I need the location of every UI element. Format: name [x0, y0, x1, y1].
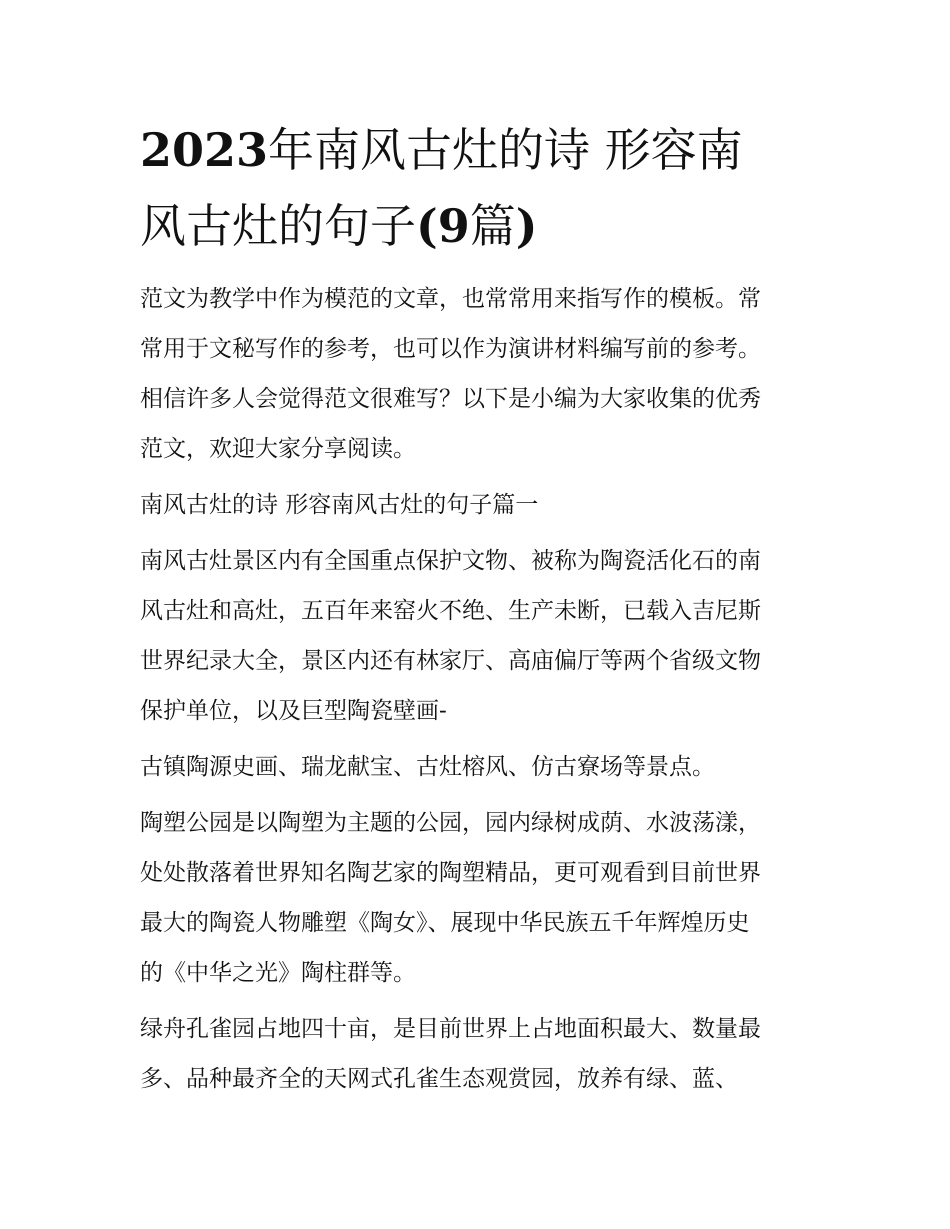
paragraph-line: 相信许多人会觉得范文很难写？以下是小编为大家收集的优秀: [140, 386, 761, 412]
paragraph-line: 多、品种最齐全的天网式孔雀生态观赏园，放养有绿、蓝、: [140, 1066, 738, 1092]
title-text-1: 年南风古灶的诗 形容南: [268, 123, 743, 177]
paragraph: [140, 274, 820, 474]
paragraph-line: 绿舟孔雀园占地四十亩，是目前世界上占地面积最大、数量最: [140, 1016, 761, 1042]
paragraph-line: 古镇陶源史画、瑞龙献宝、古灶榕风、仿古寮场等景点。: [140, 754, 715, 780]
title-count: (9: [416, 199, 470, 253]
paragraph-line: 处处散落着世界知名陶艺家的陶塑精品，更可观看到目前世界: [140, 860, 761, 886]
paragraph-line: 范文为教学中作为模范的文章，也常常用来指写作的模板。常: [140, 286, 761, 312]
paragraph-line: 最大的陶瓷人物雕塑《陶女》、展现中华民族五千年辉煌历史: [140, 910, 750, 936]
title-close-paren: ): [515, 199, 538, 253]
paragraph-line: 陶塑公园是以陶塑为主题的公园，园内绿树成荫、水波荡漾，: [140, 810, 761, 836]
title-text-3: 篇: [469, 199, 516, 253]
title-line-2: [140, 188, 820, 264]
document-content: [140, 112, 820, 1110]
paragraph-line: 范文，欢迎大家分享阅读。: [140, 436, 416, 462]
paragraph-line: 常用于文秘写作的参考，也可以作为演讲材料编写前的参考。: [140, 336, 761, 362]
paragraph: [140, 1004, 820, 1104]
paragraph-line: 保护单位，以及巨型陶瓷壁画-: [140, 698, 447, 724]
paragraph: [140, 480, 820, 530]
paragraph-line: 世界纪录大全，景区内还有林家厅、高庙偏厅等两个省级文物: [140, 648, 761, 674]
document-title: [140, 112, 820, 264]
body-text: [140, 274, 820, 1104]
paragraph-line: 南风古灶景区内有全国重点保护文物、被称为陶瓷活化石的南: [140, 548, 761, 574]
paragraph: [140, 536, 820, 736]
paragraph: [140, 798, 820, 998]
title-line-1: [140, 112, 820, 188]
paragraph-line: 风古灶和高灶，五百年来窑火不绝、生产未断，已载入吉尼斯: [140, 598, 761, 624]
paragraph-line: 的《中华之光》陶柱群等。: [140, 960, 416, 986]
title-text-2: 风古灶的句子: [140, 199, 416, 253]
paragraph-line: 南风古灶的诗 形容南风古灶的句子篇一: [140, 492, 539, 518]
title-year: 2023: [140, 123, 269, 177]
paragraph: [140, 742, 820, 792]
